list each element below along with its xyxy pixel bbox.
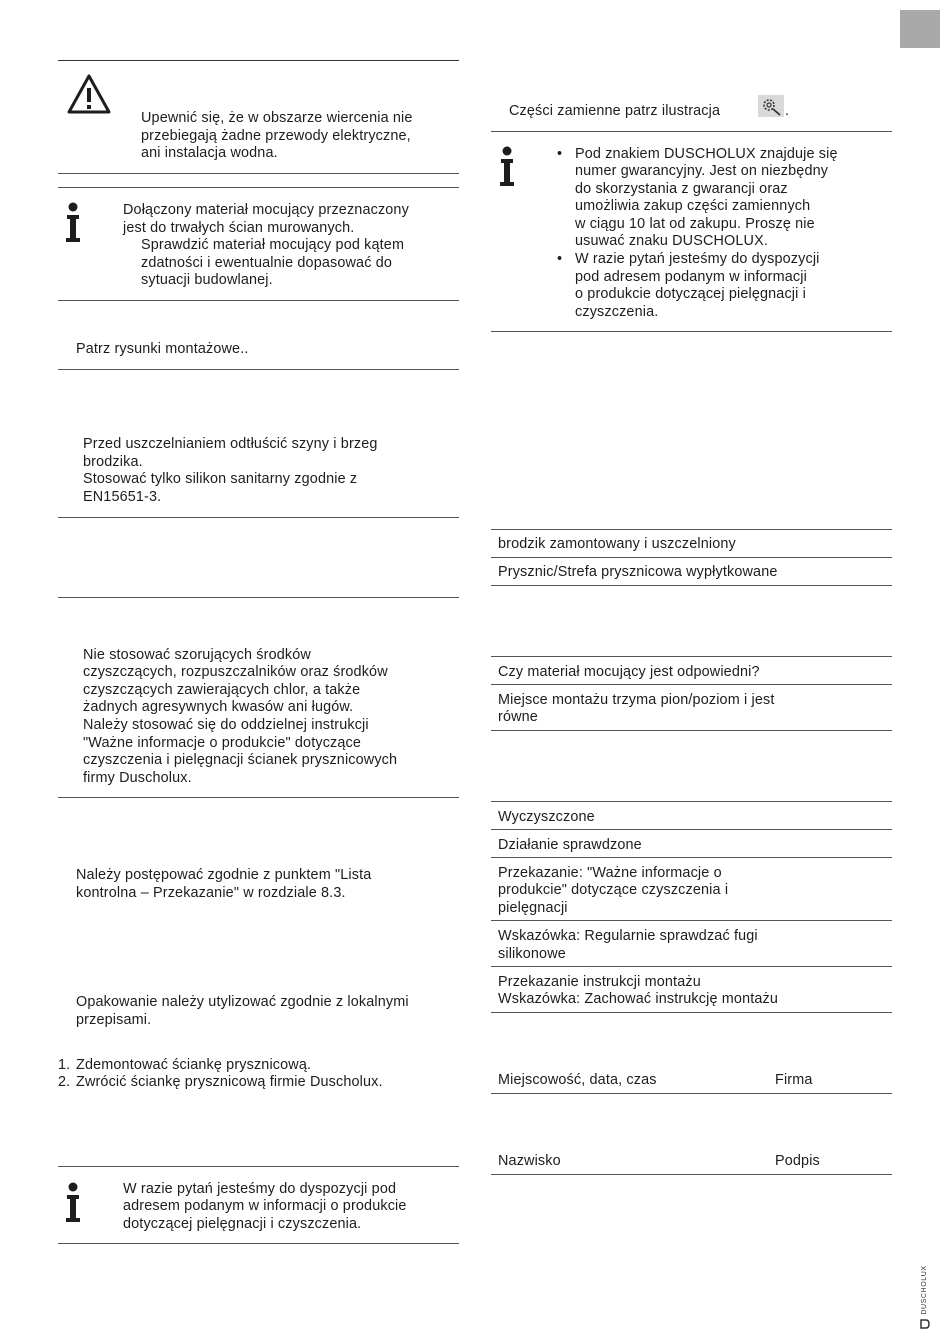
bullet-line: o produkcie dotyczącej pielęgnacji i — [575, 286, 806, 302]
info-line: zdatności i ewentualnie dopasować do — [141, 255, 393, 271]
spare-parts-text: Części zamienne patrz ilustracja — [509, 103, 721, 119]
checklist-item: Wskazówka: Regularnie sprawdzać fugi — [498, 928, 758, 944]
warning-line: Upewnić się, że w obszarze wiercenia nie — [141, 110, 413, 126]
company-label: Firma — [775, 1072, 813, 1088]
bullet-line: • W razie pytań jesteśmy do dyspozycji — [575, 251, 820, 269]
checklist-item: Prysznic/Strefa prysznicowa wypłytkowane — [498, 564, 778, 580]
bullet-line: czyszczenia. — [575, 304, 659, 320]
see-drawings-text: Patrz rysunki montażowe.. — [76, 341, 249, 357]
handover-line: kontrolna – Przekazanie" w rozdziale 8.3. — [76, 885, 346, 901]
checklist-item: pielęgnacji — [498, 900, 568, 916]
divider — [58, 1166, 459, 1167]
sealing-line: EN15651-3. — [83, 489, 162, 505]
divider — [491, 857, 892, 858]
info-line: adresem podanym w informacji o produkcie — [123, 1198, 407, 1214]
checklist-item: Wskazówka: Zachować instrukcję montażu — [498, 991, 779, 1007]
divider — [58, 797, 459, 798]
checklist-item: Działanie sprawdzone — [498, 837, 642, 853]
info-line: dotyczącej pielęgnacji i czyszczenia. — [123, 1216, 362, 1232]
disposal-line: przepisami. — [76, 1012, 152, 1028]
bullet-line: • Pod znakiem DUSCHOLUX znajduje się — [575, 146, 838, 164]
bullet-line: w ciągu 10 lat od zakupu. Proszę nie — [575, 216, 815, 232]
step-text: Zwrócić ściankę prysznicową firmie Duscholux. — [76, 1074, 383, 1090]
divider — [58, 597, 459, 598]
sealing-line: brodzika. — [83, 454, 143, 470]
warning-icon — [66, 73, 112, 115]
checklist-item: równe — [498, 709, 538, 725]
divider — [491, 684, 892, 685]
divider — [491, 1174, 892, 1175]
bullet-line: umożliwia zakup części zamiennych — [575, 198, 811, 214]
brand-logo — [918, 1262, 932, 1330]
cleaning-line: Należy stosować się do oddzielnej instrukcji — [83, 717, 369, 733]
divider — [58, 517, 459, 518]
divider — [491, 829, 892, 830]
divider — [58, 187, 459, 188]
divider — [491, 1093, 892, 1094]
bullet-line: do skorzystania z gwarancji oraz — [575, 181, 788, 197]
checklist-item: Miejsce montażu trzyma pion/poziom i jest — [498, 692, 775, 708]
cleaning-line: Nie stosować szorujących środków — [83, 647, 311, 663]
cleaning-line: czyszczących, rozpuszczalników oraz środków — [83, 664, 388, 680]
disposal-line: Opakowanie należy utylizować zgodnie z lokalnymi — [76, 994, 409, 1010]
bullet-line: usuwać znaku DUSCHOLUX. — [575, 233, 768, 249]
name-label: Nazwisko — [498, 1153, 561, 1169]
info-line: Dołączony materiał mocujący przeznaczony — [123, 202, 409, 218]
divider — [491, 656, 892, 657]
gear-icon — [758, 95, 784, 117]
divider — [491, 585, 892, 586]
cleaning-line: "Ważne informacje o produkcie" dotyczące — [83, 735, 362, 751]
handover-line: Należy postępować zgodnie z punktem "Lista — [76, 867, 372, 883]
divider — [491, 331, 892, 332]
divider — [58, 300, 459, 301]
step-number: 2. — [58, 1074, 71, 1090]
info-line: W razie pytań jesteśmy do dyspozycji pod — [123, 1181, 397, 1197]
divider — [491, 801, 892, 802]
divider — [491, 920, 892, 921]
sealing-line: Stosować tylko silikon sanitarny zgodnie z — [83, 471, 358, 487]
cleaning-line: żadnych agresywnych kwasów ani ługów. — [83, 699, 354, 715]
step-number: 1. — [58, 1057, 71, 1073]
divider — [491, 730, 892, 731]
divider — [58, 60, 459, 61]
spare-parts-icon — [758, 95, 784, 117]
place-date-label: Miejscowość, data, czas — [498, 1072, 657, 1088]
checklist-item: silikonowe — [498, 946, 566, 962]
checklist-item: brodzik zamontowany i uszczelniony — [498, 536, 736, 552]
divider — [491, 131, 892, 132]
divider — [58, 369, 459, 370]
warning-line: przebiegają żadne przewody elektryczne, — [141, 128, 411, 144]
divider — [58, 173, 459, 174]
cleaning-line: firmy Duscholux. — [83, 770, 192, 786]
sealing-line: Przed uszczelnianiem odtłuścić szyny i brzeg — [83, 436, 378, 452]
info-line: Sprawdzić materiał mocujący pod kątem — [141, 237, 405, 253]
cleaning-line: czyszczących zawierających chlor, a także — [83, 682, 361, 698]
page-corner-tab — [900, 10, 940, 48]
divider — [58, 1243, 459, 1244]
checklist-item: Przekazanie instrukcji montażu — [498, 974, 701, 990]
checklist-item: produkcie" dotyczące czyszczenia i — [498, 882, 729, 898]
divider — [491, 529, 892, 530]
checklist-item: Przekazanie: "Ważne informacje o — [498, 865, 722, 881]
signature-label: Podpis — [775, 1153, 820, 1169]
divider — [491, 1012, 892, 1013]
info-icon — [64, 1182, 82, 1222]
divider — [491, 557, 892, 558]
checklist-item: Wyczyszczone — [498, 809, 595, 825]
info-icon — [498, 146, 516, 186]
spare-parts-period: . — [785, 103, 790, 119]
info-line: jest do trwałych ścian murowanych. — [123, 220, 355, 236]
bullet-line: pod adresem podanym w informacji — [575, 269, 807, 285]
cleaning-line: czyszczenia i pielęgnacji ścianek prysznicowych — [83, 752, 398, 768]
checklist-item: Czy materiał mocujący jest odpowiedni? — [498, 664, 760, 680]
bullet-line: numer gwarancyjny. Jest on niezbędny — [575, 163, 829, 179]
brand-text: DUSCHOLUX — [921, 1265, 928, 1315]
step-text: Zdemontować ściankę prysznicową. — [76, 1057, 312, 1073]
info-line: sytuacji budowlanej. — [141, 272, 273, 288]
divider — [491, 966, 892, 967]
info-icon — [64, 202, 82, 242]
warning-line: ani instalacja wodna. — [141, 145, 278, 161]
